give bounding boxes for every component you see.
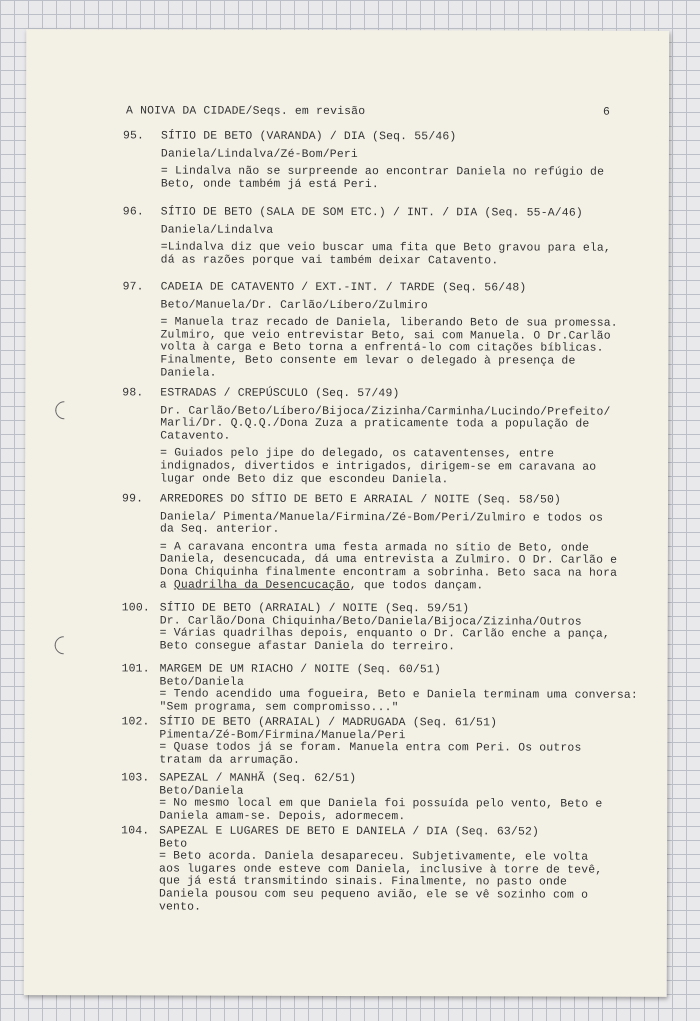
scene-description-line: = Tendo acendido uma fogueira, Beto e Daniela terminam uma conversa: [159,688,638,702]
scene-number: 100. [121,602,150,615]
scene-heading: SÍTIO DE BETO (VARANDA) / DIA (Seq. 55/46) [160,130,457,144]
scene-heading: SÍTIO DE BETO (SALA DE SOM ETC.) / INT. / DIA (Seq. 55-A/46) [160,206,583,220]
scene-description-line: Zulmiro, que veio entrevistar Beto, sai com Manuela. O Dr.Carlão [160,329,611,343]
scene-description-line: Daniela, desencucada, dá uma entrevista a Zulmiro. O Dr. Carlão e [159,553,618,568]
scene-number: 98. [122,387,144,400]
scene-cast: Daniela/ Pimenta/Manuela/Firmina/Zé-Bom/Peri/Zulmiro e todos os [159,511,604,525]
scene-description-line: indignados, divertidos e intrigados, dirigem-se em caravana ao [160,460,597,474]
scene-heading: SAPEZAL E LUGARES DE BETO E DANIELA / DIA (Seq. 63/52) [159,825,540,839]
scene-entry [123,206,668,268]
scene-cast: Beto [159,838,188,851]
scene-description-line: Daniela. [160,367,217,380]
scene-description-line: volta à carga e Beto torna a enfrentá-lo com citações bíblicas. [160,341,604,356]
punch-hole [51,633,76,658]
scene-entry [122,493,667,593]
underlined-title: Quadrilha da Desencucação [173,579,350,592]
scene-description-line: = Guiados pelo jipe do delegado, os cataventenses, entre [160,447,555,461]
scene-cast: Pimenta/Zé-Bom/Firmina/Manuela/Peri [159,729,406,742]
scene-description-line: Dona Chiquinha finalmente encontram a sobrinha. Beto saca na hora [159,566,618,580]
document-page [24,29,670,997]
scene-heading: ARREDORES DO SÍTIO DE BETO E ARRAIAL / NOITE (Seq. 58/50) [160,493,562,507]
scene-cast: Beto/Daniela [159,785,244,798]
scene-heading: SAPEZAL / MANHÃ (Seq. 62/51) [159,772,357,786]
scene-description-line: Beto consegue afastar Daniela do terreiro. [159,640,456,654]
description-text: a [159,579,174,592]
scene-cast: Beto/Daniela [159,676,245,689]
scene-description-line: vento. [158,901,202,914]
scene-cast: Dr. Carlão/Dona Chiquinha/Beto/Daniela/Bijoca/Zizinha/Outros [159,615,582,629]
scene-number: 103. [121,772,150,785]
scene-description-line: = Várias quadrilhas depois, enquanto o Dr. Carlão enche a pança, [159,627,610,641]
scene-cast: Daniela/Lindalva [160,224,274,237]
scene-cast: Beto/Manuela/Dr. Carlão/Líbero/Zulmiro [160,299,428,312]
scene-entry [121,772,666,824]
scene-number: 101. [121,663,150,676]
scene-entry [123,130,668,192]
scene-number: 97. [122,281,144,294]
scene-description-line: Beto, onde também já está Peri. [160,178,379,191]
scene-number: 99. [122,493,144,506]
scene-description-line: = No mesmo local em que Daniela foi possuída pelo vento, Beto e [159,797,603,811]
scene-heading: ESTRADAS / CREPÚSCULO (Seq. 57/49) [160,387,400,401]
scene-description-line: "Sem programa, sem compromisso..." [159,701,399,714]
scene-description-line: Finalmente, Beto consente em levar o delegado à presença de [160,354,576,368]
scene-cast: Marli/Dr. Q.Q.Q./Dona Zuza a praticamente toda a população de [160,417,590,431]
scene-entry [121,663,666,715]
scene-description-line: dá as razões porque vai também deixar Catavento. [160,254,499,268]
scene-entry [122,387,667,487]
page-header [126,105,646,119]
scene-description-line: = Lindalva não se surpreende ao encontrar Daniela no refúgio de [160,165,605,179]
scene-description-line [160,579,667,593]
scene-heading: CADEIA DE CATAVENTO / EXT.-INT. / TARDE (Seq. 56/48) [160,281,527,295]
scene-description-line: = A caravana encontra uma festa armada no sítio de Beto, onde [159,541,590,555]
scene-entry [121,716,666,768]
scene-heading: SÍTIO DE BETO (ARRAIAL) / NOITE (Seq. 59/51) [159,602,470,616]
description-text: , que todos dançam. [349,579,484,592]
scene-number: 96. [122,206,144,219]
typed-text [26,29,669,914]
scene-entry [121,825,666,915]
scene-number: 102. [121,716,150,729]
scene-cast: Daniela/Lindalva/Zé-Bom/Peri [160,148,358,161]
scene-description-line: lugar onde Beto diz que escondeu Daniela. [160,473,449,486]
scene-description-line: = Quase todos já se foram. Manuela entra com Peri. Os outros [159,741,582,755]
scene-cast: Catavento. [160,430,231,443]
scene-description-line: que já está transmitindo sinais. Finalmente, no pasto onde [159,875,568,889]
scene-number: 95. [122,130,145,143]
scene-description-line: aos lugares onde esteve com Daniela, inclusive à torre de tevê, [159,863,603,877]
scene-description-line: =Lindalva diz que veio buscar uma fita que Beto gravou para ela, [160,241,611,255]
scene-number: 104. [121,825,150,838]
scene-heading: SÍTIO DE BETO (ARRAIAL) / MADRUGADA (Seq. 61/51) [159,716,498,730]
scene-cast: Dr. Carlão/Beto/Líbero/Bijoca/Zizinha/Carminha/Lucindo/Prefeito/ [160,405,611,419]
page-number: 6 [602,106,611,119]
scene-description-line: Daniela pousou com seu pequeno avião, ele se vê sozinho com o [158,888,589,902]
scene-description-line: = Manuela traz recado de Daniela, liberando Beto de sua promessa. [160,316,618,330]
scene-description-line: Daniela amam-se. Depois, adormecem. [159,810,406,823]
punch-hole [52,398,77,423]
scene-cast: da Seq. anterior. [159,523,280,537]
scene-entry [122,602,667,654]
scene-entry [122,281,667,381]
document-title: A NOIVA DA CIDADE/Seqs. em revisão [126,105,366,119]
scene-description-line: tratam da arrumação. [159,754,301,767]
scene-heading: MARGEM DE UM RIACHO / NOITE (Seq. 60/51) [159,663,442,677]
scene-description-line: = Beto acorda. Daniela desapareceu. Subjetivamente, ele volta [159,850,589,864]
